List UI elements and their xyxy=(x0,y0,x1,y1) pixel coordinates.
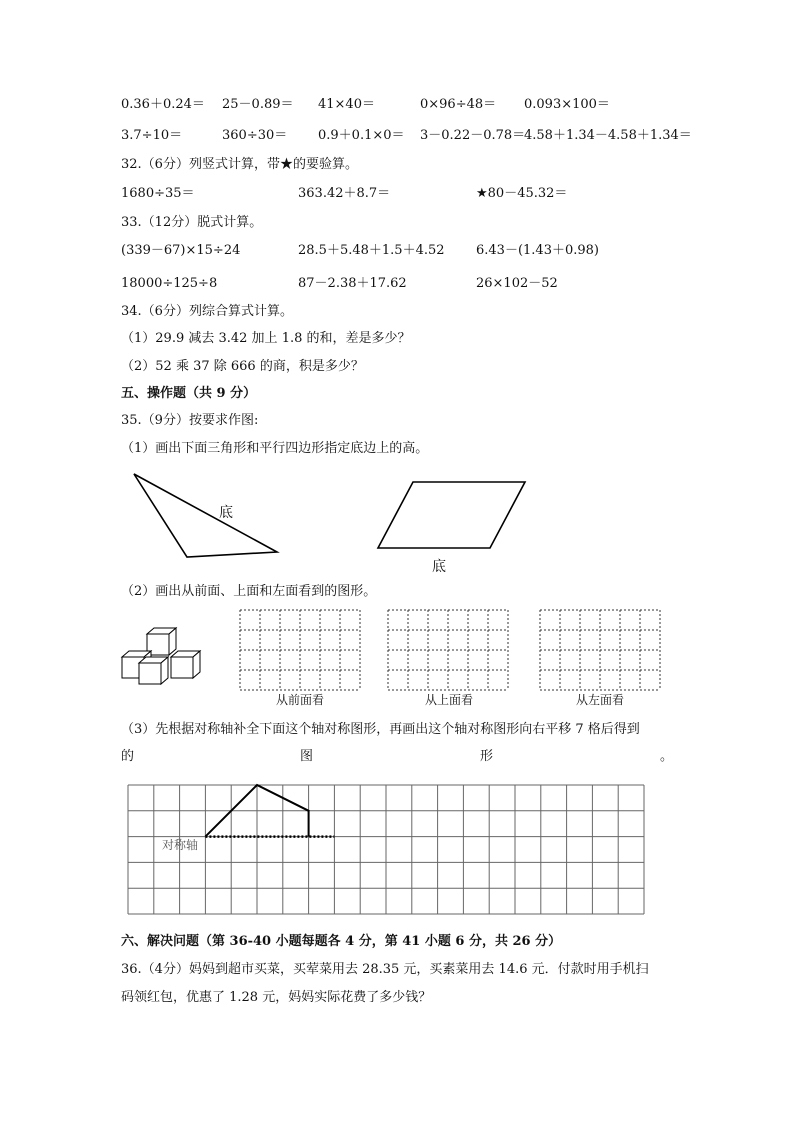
calc-r2-5: 4.58＋1.34－4.58＋1.34＝ xyxy=(524,128,692,143)
q35-part3-line1: （3）先根据对称轴补全下面这个轴对称图形，再画出这个轴对称图形向右平移 7 格后得到 xyxy=(121,722,640,737)
q33-title: 33.（12分）脱式计算。 xyxy=(121,215,263,230)
q35-part3-xing: 形 xyxy=(480,749,494,764)
calc-r2-3: 0.9＋0.1×0＝ xyxy=(318,128,405,143)
q32-item-1: 1680÷35＝ xyxy=(121,186,195,201)
q35-part3-period: 。 xyxy=(660,749,674,764)
symmetry-axis-label: 对称轴 xyxy=(162,838,199,852)
section5-title: 五、操作题（共 9 分） xyxy=(121,386,257,401)
calc-r1-3: 41×40＝ xyxy=(318,97,375,112)
calc-r1-1: 0.36＋0.24＝ xyxy=(121,97,205,112)
q33-r2-2: 87－2.38＋17.62 xyxy=(298,276,407,291)
view-grid-left xyxy=(540,610,662,692)
calc-r2-1: 3.7÷10＝ xyxy=(121,128,183,143)
calc-r1-4: 0×96÷48＝ xyxy=(420,97,497,112)
q35-part3-de: 的 xyxy=(121,749,135,764)
q35-part1: （1）画出下面三角形和平行四边形指定底边上的高。 xyxy=(121,441,429,456)
q34-title: 34.（6分）列综合算式计算。 xyxy=(121,304,293,319)
q33-r2-3: 26×102－52 xyxy=(476,276,558,291)
q36-line2: 码领红包，优惠了 1.28 元，妈妈实际花费了多少钱？ xyxy=(121,990,432,1005)
view-grid-front xyxy=(240,610,362,692)
calc-r1-5: 0.093×100＝ xyxy=(524,97,610,112)
symmetry-grid xyxy=(128,785,646,915)
q34-item-2: （2）52 乘 37 除 666 的商，积是多少？ xyxy=(121,359,364,374)
q34-item-1: （1）29.9 减去 3.42 加上 1.8 的和，差是多少？ xyxy=(121,331,411,346)
q32-item-2: 363.42＋8.7＝ xyxy=(298,186,391,201)
calc-r1-2: 25－0.89＝ xyxy=(222,97,294,112)
triangle-base-label: 底 xyxy=(219,505,233,521)
view-grid-top xyxy=(388,610,510,692)
q33-r2-1: 18000÷125÷8 xyxy=(121,276,218,291)
section6-title: 六、解决问题（第 36-40 小题每题各 4 分，第 41 小题 6 分，共 26 分） xyxy=(121,934,562,949)
parallelogram-base-label: 底 xyxy=(432,559,446,575)
q35-part3-tu: 图 xyxy=(300,749,314,764)
q32-item-3: ★80－45.32＝ xyxy=(476,186,568,201)
calc-r2-4: 3－0.22－0.78＝ xyxy=(420,128,526,143)
grid-label-top: 从上面看 xyxy=(425,693,474,707)
q33-r1-3: 6.43－(1.43＋0.98) xyxy=(476,243,599,258)
q33-r1-1: (339－67)×15÷24 xyxy=(121,243,241,258)
grid-label-left: 从左面看 xyxy=(576,693,625,707)
calc-r2-2: 360÷30＝ xyxy=(222,128,288,143)
q35-part2: （2）画出从前面、上面和左面看到的图形。 xyxy=(121,584,377,599)
q35-title: 35.（9分）按要求作图: xyxy=(121,413,259,428)
grid-label-front: 从前面看 xyxy=(276,693,325,707)
q36-line1: 36.（4分）妈妈到超市买菜，买荤菜用去 28.35 元，买素菜用去 14.6 元．付款时用手机扫 xyxy=(121,962,649,977)
q32-title: 32.（6分）列竖式计算，带★的要验算。 xyxy=(121,157,358,172)
q33-r1-2: 28.5＋5.48＋1.5＋4.52 xyxy=(298,243,445,258)
